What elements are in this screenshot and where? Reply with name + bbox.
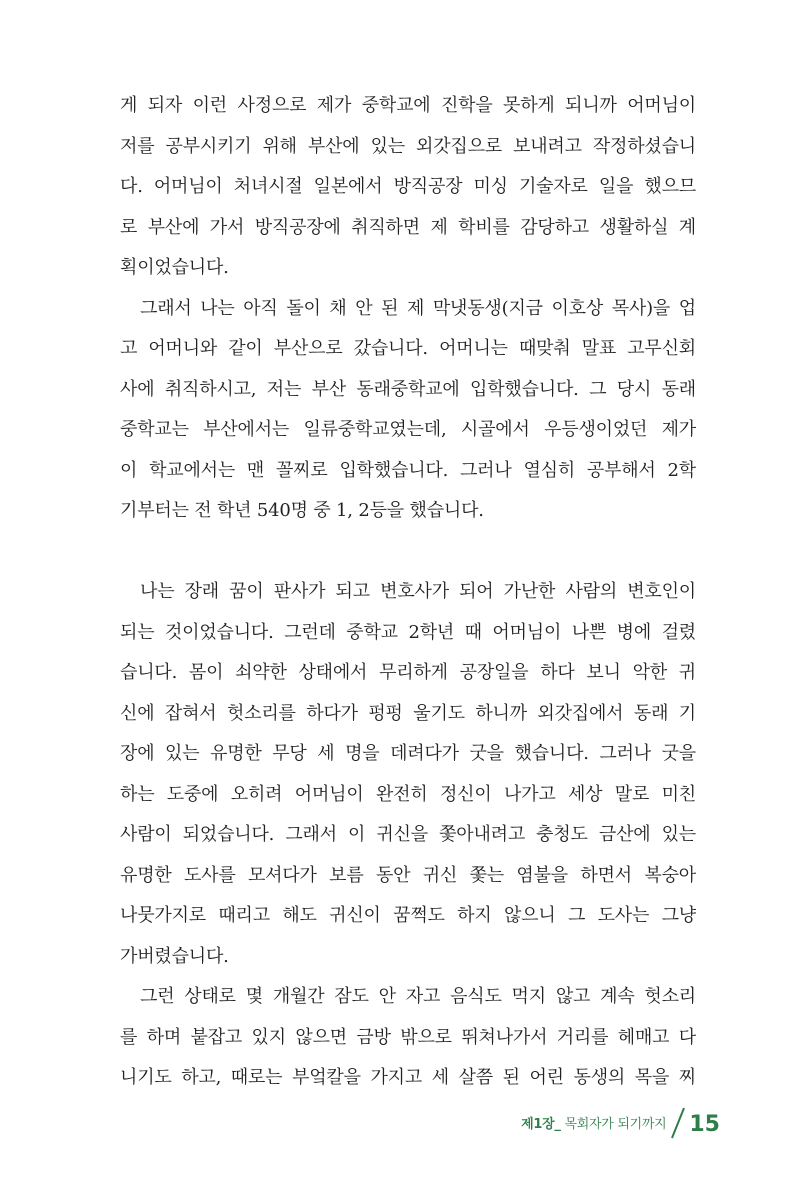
text-line: 나는 장래 꿈이 판사가 되고 변호사가 되어 가난한 사람의 변호인이 [140, 581, 696, 602]
text-line: 로 부산에 가서 방직공장에 취직하면 제 학비를 감당하고 생활하실 계 [120, 216, 696, 238]
text-line: 유명한 도사를 모셔다가 보름 동안 귀신 쫓는 염불을 하면서 복숭아 [120, 864, 696, 886]
paragraph-1 [120, 86, 696, 289]
paragraph-2 [120, 289, 696, 532]
page-number: 15 [689, 1112, 720, 1137]
paragraph-4 [120, 977, 696, 1099]
text-line: 고 어머니와 같이 부산으로 갔습니다. 어머니는 때맞춰 말표 고무신회 [120, 338, 696, 359]
text-line: 게 되자 이런 사정으로 제가 중학교에 진학을 못하게 되니까 어머님이 [120, 95, 696, 116]
text-line: 중학교는 부산에서는 일류중학교였는데, 시골에서 우등생이었던 제가 [120, 419, 696, 440]
text-line: 신에 잡혀서 헛소리를 하다가 펑펑 울기도 하니까 외갓집에서 동래 기 [120, 702, 696, 724]
page-footer [521, 1100, 720, 1140]
text-line: 를 하며 붙잡고 있지 않으면 금방 밖으로 뛰쳐나가서 거리를 헤매고 다 [120, 1026, 696, 1048]
body-text [120, 86, 696, 1099]
text-line: 하는 도중에 오히려 어머님이 완전히 정신이 나가고 세상 말로 미친 [120, 783, 696, 805]
text-line: 기부터는 전 학년 540명 중 1, 2등을 했습니다. [120, 500, 484, 521]
text-line: 저를 공부시키기 위해 부산에 있는 외갓집으로 보내려고 작정하셨습니 [120, 135, 696, 157]
text-line: 사에 취직하시고, 저는 부산 동래중학교에 입학했습니다. 그 당시 동래 [120, 378, 696, 400]
text-line: 다. 어머님이 처녀시절 일본에서 방직공장 미싱 기술자로 일을 했으므 [120, 176, 696, 197]
text-line: 나뭇가지로 때리고 해도 귀신이 꿈쩍도 하지 않으니 그 도사는 그냥 [120, 905, 696, 926]
chapter-title: 목회자가 되기까지 [564, 1117, 667, 1132]
chapter-label: 제1장_ [521, 1117, 561, 1132]
text-line: 그런 상태로 몇 개월간 잠도 안 자고 음식도 먹지 않고 계속 헛소리 [140, 986, 696, 1007]
text-line: 니기도 하고, 때로는 부엌칼을 가지고 세 살쯤 된 어린 동생의 목을 찌 [120, 1067, 696, 1088]
text-line: 획이었습니다. [120, 257, 229, 278]
text-line: 장에 있는 유명한 무당 세 명을 데려다가 굿을 했습니다. 그러나 굿을 [120, 743, 696, 764]
text-line: 습니다. 몸이 쇠약한 상태에서 무리하게 공장일을 하다 보니 악한 귀 [120, 662, 696, 683]
text-line: 되는 것이었습니다. 그런데 중학교 2학년 때 어머님이 나쁜 병에 걸렸 [120, 621, 696, 643]
divider-slash-icon [670, 1106, 686, 1140]
paragraph-gap [120, 532, 696, 573]
paragraph-3 [120, 572, 696, 977]
text-line: 이 학교에서는 맨 꼴찌로 입학했습니다. 그러나 열심히 공부해서 2학 [120, 459, 696, 481]
text-line: 그래서 나는 아직 돌이 채 안 된 제 막냇동생(지금 이호상 목사)을 업 [140, 297, 696, 319]
running-header [521, 1113, 666, 1132]
text-line: 가버렸습니다. [120, 945, 229, 967]
text-line: 사람이 되었습니다. 그래서 이 귀신을 쫓아내려고 충청도 금산에 있는 [120, 824, 696, 845]
